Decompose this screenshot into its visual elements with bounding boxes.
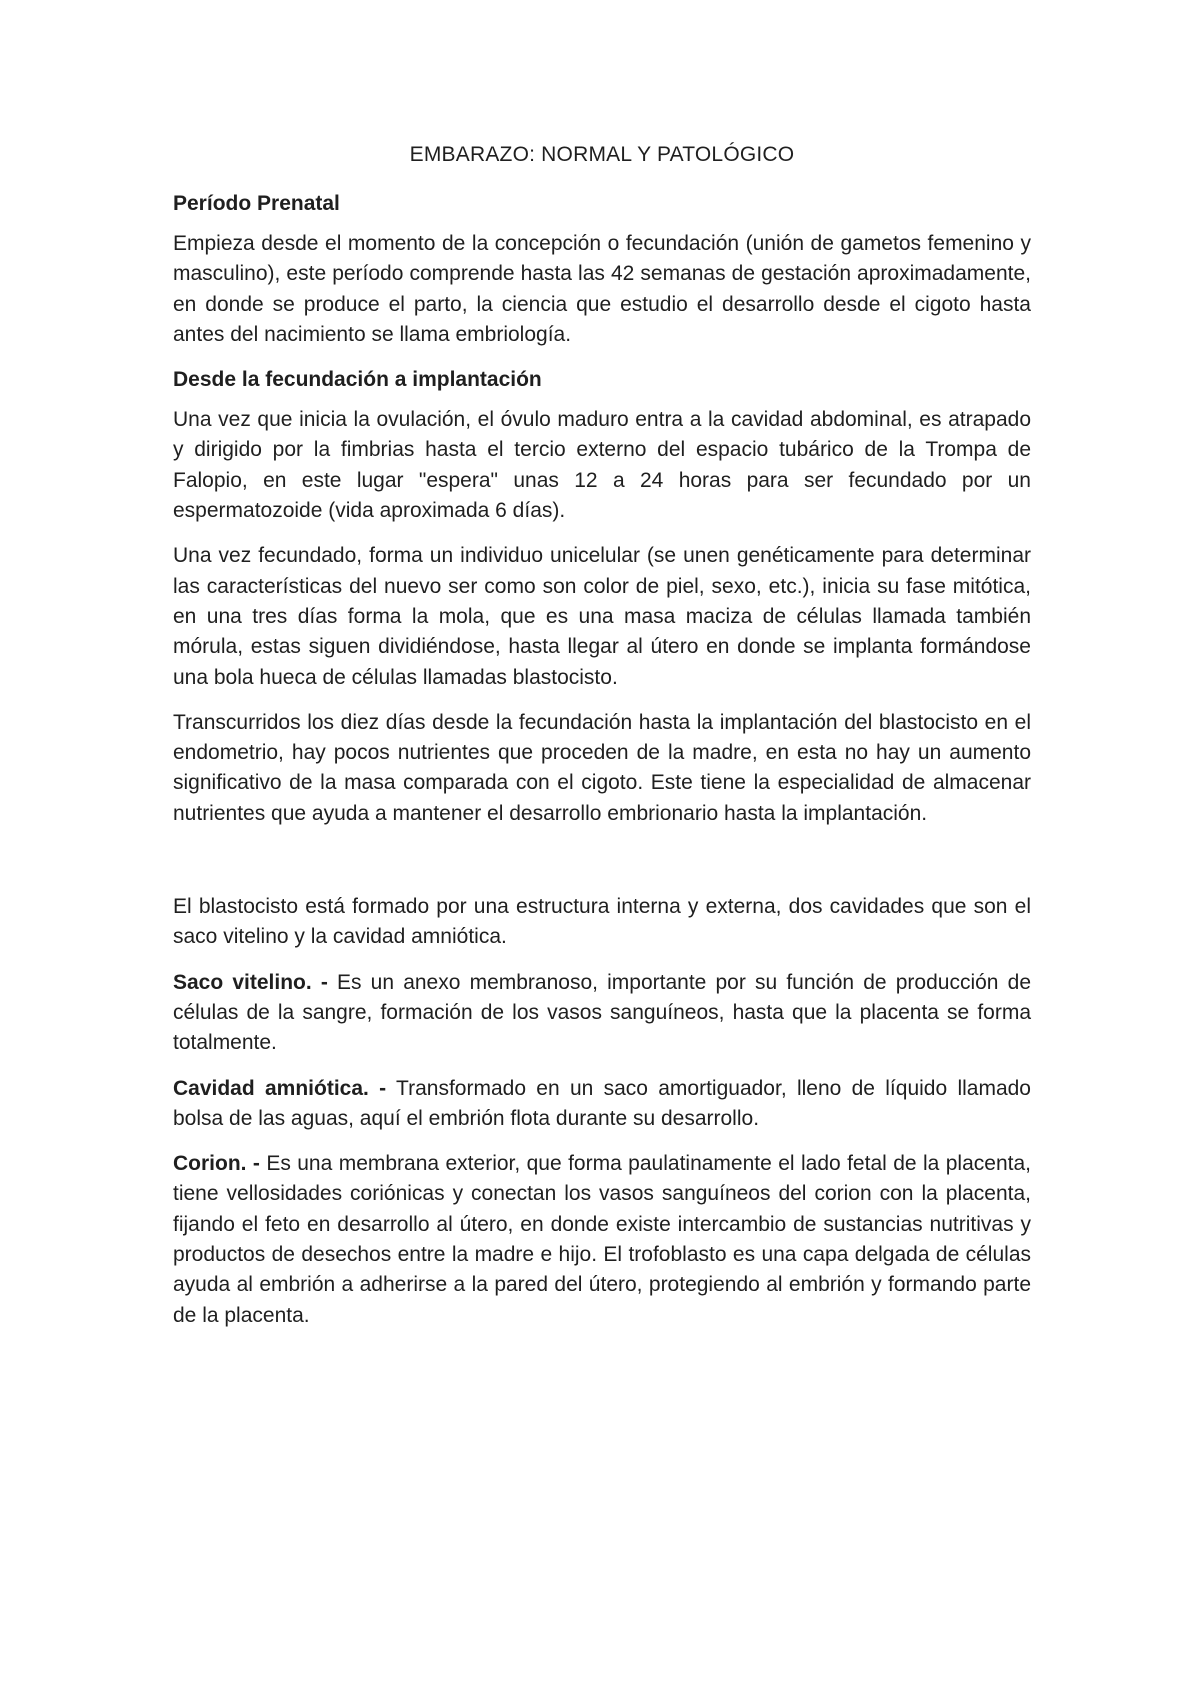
definition-term: Cavidad amniótica. -: [173, 1076, 387, 1100]
definition-saco-vitelino: [173, 968, 1031, 1059]
paragraph-transcurridos: Transcurridos los diez días desde la fecundación hasta la implantación del blastocisto en el endometrio, hay pocos nutrientes que proceden de la madre, en esta no hay un aumento significativo de la masa comparada con el cigoto. Este tiene la especialidad de almacenar nutrientes que ayuda a mantener el desarrollo embrionario hasta la implantación.: [173, 710, 1031, 825]
definition-term: Saco vitelino. -: [173, 970, 328, 994]
definition-cavidad-amniotica: [173, 1074, 1031, 1135]
paragraph-ovulacion: Una vez que inicia la ovulación, el óvulo maduro entra a la cavidad abdominal, es atrapado y dirigido por la fimbrias hasta el tercio externo del espacio tubárico de la Trompa de Falopio, en este lugar "espera" unas 12 a 24 horas para ser fecundado por un espermatozoide (vida aproximada 6 días).: [173, 408, 1031, 523]
section-heading-fecundacion: Desde la fecundación a implantación: [173, 368, 542, 392]
paragraph-fecundado: Una vez fecundado, forma un individuo unicelular (se unen genéticamente para determinar las características del nuevo ser como son color de piel, sexo, etc.), inicia su fase mitótica, en una tres días forma la mola, que es una masa maciza de células llamada también mórula, estas siguen dividiéndose, hasta llegar al útero en donde se implanta formándose una bola hueca de células llamadas blastocisto.: [173, 544, 1031, 689]
document-page: [173, 140, 1031, 1346]
definition-text: Es una membrana exterior, que forma paulatinamente el lado fetal de la placenta, tiene vellosidades coriónicas y conectan los vasos sanguíneos del corion con la placenta, fijando el feto en desarrollo al útero, en donde existe intercambio de sustancias nutritivas y productos de desechos entre la madre e hijo. El trofoblasto es una capa delgada de células ayuda al embrión a adherirse a la pared del útero, protegiendo al embrión y formando parte de la placenta.: [173, 1152, 1031, 1327]
paragraph-blastocisto: El blastocisto está formado por una estructura interna y externa, dos cavidades que son el saco vitelino y la cavidad amniótica.: [173, 895, 1031, 949]
section-heading-prenatal: Período Prenatal: [173, 192, 340, 215]
document-title: EMBARAZO: NORMAL Y PATOLÓGICO: [409, 143, 795, 166]
paragraph-spacer: [173, 844, 1031, 892]
definition-corion: [173, 1149, 1031, 1331]
definition-term: Corion. -: [173, 1152, 260, 1176]
definition-text: Es un anexo membranoso, importante por su función de producción de células de la sangre, formación de los vasos sanguíneos, hasta que la placenta se forma totalmente.: [173, 970, 1031, 1055]
definition-text: Transformado en un saco amortiguador, lleno de líquido llamado bolsa de las aguas, aquí el embrión flota durante su desarrollo.: [173, 1076, 1031, 1130]
paragraph-prenatal: Empieza desde el momento de la concepción o fecundación (unión de gametos femenino y masculino), este período comprende hasta las 42 semanas de gestación aproximadamente, en donde se produce el parto, la ciencia que estudio el desarrollo desde el cigoto hasta antes del nacimiento se llama embriología.: [173, 232, 1031, 346]
